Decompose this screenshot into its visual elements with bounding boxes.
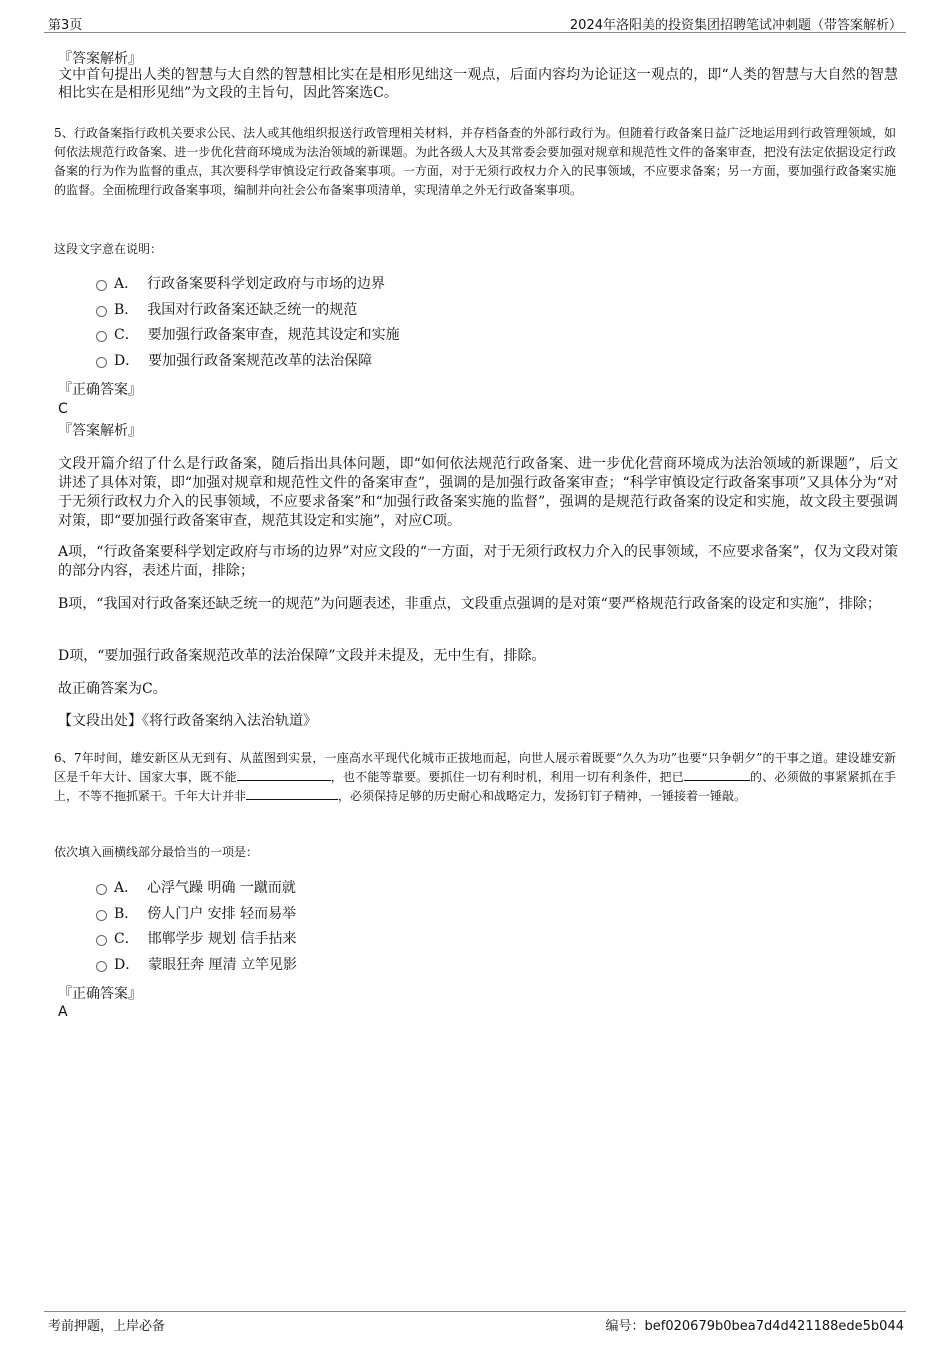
option-key: A． [114,276,139,292]
q6-stem [54,749,896,806]
document-title: 2024年洛阳美的投资集团招聘笔试冲刺题（带答案解析） [569,18,902,33]
q6-option-a[interactable] [96,878,696,904]
q4-analysis-text: 文中首句提出人类的智慧与大自然的智慧相比实在是相形见绌这一观点，后面内容均为论证这一观点的，即“人类的智慧与大自然的智慧相比实在是相形见绌”为文段的主旨句，因此答案选C。 [58,67,898,101]
option-key: C． [114,327,139,343]
option-key: A． [114,880,139,896]
fill-blank-3 [246,787,338,800]
option-key: D． [114,956,140,973]
q5-prompt: 这段文字意在说明： [54,242,163,256]
fill-blank-1 [237,768,331,781]
radio-icon[interactable] [96,884,107,895]
q4-analysis-label: 『答案解析』 [58,51,142,67]
option-key: B． [114,905,139,922]
q5-analysis-p3: B项，“我国对行政备案还缺乏统一的规范”为问题表述，非重点，文段重点强调的是对策“要严格规范行政备案的设定和实施”，排除； [58,596,881,612]
q6-stem-part-3: 的、必须做的事紧紧抓在手上，不等不拖抓紧干。千年大计并非 [54,770,896,803]
q5-analysis-p1: 文段开篇介绍了什么是行政备案，随后指出具体问题，即“如何依法规范行政备案、进一步优化营商环境成为法治领域的新课题”，后文讲述了具体对策，即“加强对规章和规范性文件的备案审查”，强调的是加强行政备案审查；“科学审慎设定行政备案事项”又具体分为“对于无须行政权力介入的民事领域，不应要求备案”和“加强行政备案实施的监督”，强调的是规范行政备案的设定和实施，故文段主要强调对策，即“要加强行政备案审查，规范其设定和实施”，对应C项。 [58,456,898,529]
radio-icon[interactable] [96,280,107,291]
option-text: 要加强行政备案规范改革的法治保障 [148,352,373,369]
option-text: 傍人门户 安排 轻而易举 [147,905,297,922]
q5-option-a[interactable] [96,274,696,300]
q5-analysis-p2: A项，“行政备案要科学划定政府与市场的边界”对应文段的“一方面，对于无须行政权力介入的民事领域，不应要求备案”，仅为文段对策的部分内容，表述片面，排除； [58,544,898,579]
document-code [606,1315,904,1334]
q5-analysis-p4: D项，“要加强行政备案规范改革的法治保障”文段并未提及，无中生有，排除。 [58,648,546,664]
q6-stem-part-2: ，也不能等靠要。要抓住一切有利时机，利用一切有利条件，把已 [330,770,684,784]
option-key: B． [114,301,139,318]
code-value: bef020679b0bea7d4d421188ede5b044 [644,1319,904,1334]
q5-option-b[interactable] [96,300,696,326]
radio-icon[interactable] [96,935,107,946]
page-header [44,12,906,33]
option-text: 心浮气躁 明确 一蹴而就 [147,880,296,896]
option-text: 邯郸学步 规划 信手拈来 [147,931,297,947]
code-label: 编号： [605,1319,645,1334]
q6-option-c[interactable] [96,929,696,955]
q6-answer-label: 『正确答案』 [58,986,142,1002]
q6-prompt: 依次填入画横线部分最恰当的一项是： [54,845,259,859]
q6-options [96,878,696,980]
option-text: 要加强行政备案审查，规范其设定和实施 [147,327,400,343]
q5-option-d[interactable] [96,351,696,377]
q5-answer-label: 『正确答案』 [58,382,142,398]
radio-icon[interactable] [96,331,107,342]
q5-stem: 5、行政备案指行政机关要求公民、法人或其他组织报送行政管理相关材料，并存档备查的外部行政行为。但随着行政备案日益广泛地运用到行政管理领域，如何依法规范行政备案、进一步优化营商环境成为法治领域的新课题。为此各级人大及其常委会要加强对规章和规范性文件的备案审查，把没有法定依据设定行政备案的行为作为监督的重点，其次要科学审慎设定行政备案事项。一方面，对于无须行政权力介入的民事领域，不应要求备案；另一方面，要加强行政备案实施的监督。全面梳理行政备案事项，编制并向社会公布备案事项清单，实现清单之外无行政备案事项。 [54,126,896,197]
radio-icon[interactable] [96,910,107,921]
q5-source: 【文段出处】《将行政备案纳入法治轨道》 [58,713,317,729]
option-text: 蒙眼狂奔 厘清 立竿见影 [148,956,298,973]
page-footer [44,1311,906,1334]
q6-option-d[interactable] [96,955,696,981]
q5-answer: C [58,401,68,417]
option-key: C． [114,931,139,947]
radio-icon[interactable] [96,961,107,972]
page-number: 第3页 [48,18,83,33]
option-text: 行政备案要科学划定政府与市场的边界 [147,276,386,292]
radio-icon[interactable] [96,357,107,368]
q5-analysis-label: 『答案解析』 [58,423,142,439]
option-key: D． [114,352,140,369]
q6-option-b[interactable] [96,904,696,930]
q6-stem-part-4: ，必须保持足够的历史耐心和战略定力，发扬钉钉子精神，一锤接着一锤敲。 [338,789,747,803]
q5-option-c[interactable] [96,325,696,351]
q5-analysis-p5: 故正确答案为C。 [58,681,167,697]
q6-stem-part-1: 6、7年时间，雄安新区从无到有、从蓝图到实景，一座高水平现代化城市正拔地而起，向世人展示着既要“久久为功”也要“只争朝夕”的干事之道。建设雄安新区是千年大计、国家大事，既不能 [54,751,896,784]
fill-blank-2 [684,768,750,781]
option-text: 我国对行政备案还缺乏统一的规范 [147,301,358,318]
q5-options [96,274,696,376]
footer-slogan: 考前押题，上岸必备 [48,1319,166,1334]
radio-icon[interactable] [96,306,107,317]
q6-answer: A [58,1004,68,1020]
